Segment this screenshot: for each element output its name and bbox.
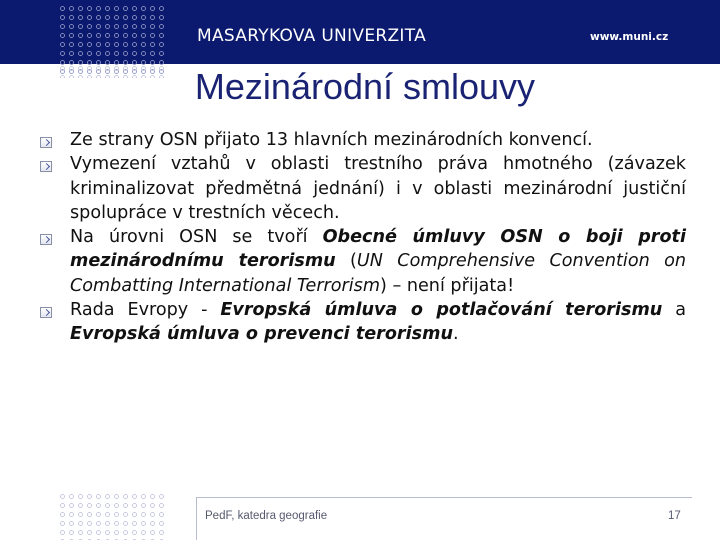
bullet-text: Ze strany OSN přijato 13 hlavních mezinárodních konvencí. [70, 130, 593, 150]
header-bar [0, 0, 720, 64]
bullet-text: Vymezení vztahů v oblasti trestního práva hmotného (závazek kriminalizovat předmětná jednání) i v oblasti mezinárodní justiční spolupráce v trestních věcech. [70, 154, 686, 223]
convention-name: Evropská úmluva o prevenci terorismu [70, 324, 453, 345]
footer-divider-vertical [196, 497, 197, 540]
slide-title: Mezinárodní smlouvy [194, 66, 536, 107]
bullet-text: Na úrovni OSN se tvoří [70, 227, 323, 248]
bullet-text: Rada Evropy - [70, 300, 221, 321]
bullet-text: ( [335, 251, 357, 272]
bullet-text: a [662, 300, 687, 321]
bullet-text: . [452, 324, 459, 345]
bullet-list [34, 128, 686, 347]
footer-text: PedF, katedra geografie [205, 510, 328, 522]
bullet-item [34, 128, 686, 152]
footer-divider [196, 497, 692, 498]
convention-name: Obecné úmluvy OSN o boji proti mezinárodnímu terorismu [70, 227, 686, 272]
footer-dot-pattern [58, 492, 168, 540]
bullet-icon [40, 137, 52, 148]
bullet-item [34, 152, 686, 225]
convention-name: Evropská úmluva o potlačování terorismu [220, 300, 663, 321]
page-number: 17 [668, 510, 681, 522]
bullet-icon [40, 161, 52, 172]
university-name: MASARYKOVA UNIVERZITA [197, 26, 427, 46]
bullet-icon [40, 307, 52, 318]
bullet-text: ) – není přijata! [379, 275, 515, 296]
convention-english-name: UN Comprehensive Convention on Combatting International Terrorism [70, 251, 686, 296]
bullet-item [34, 225, 686, 298]
bullet-item [34, 298, 686, 347]
university-url: www.muni.cz [590, 31, 669, 43]
bullet-icon [40, 234, 52, 245]
